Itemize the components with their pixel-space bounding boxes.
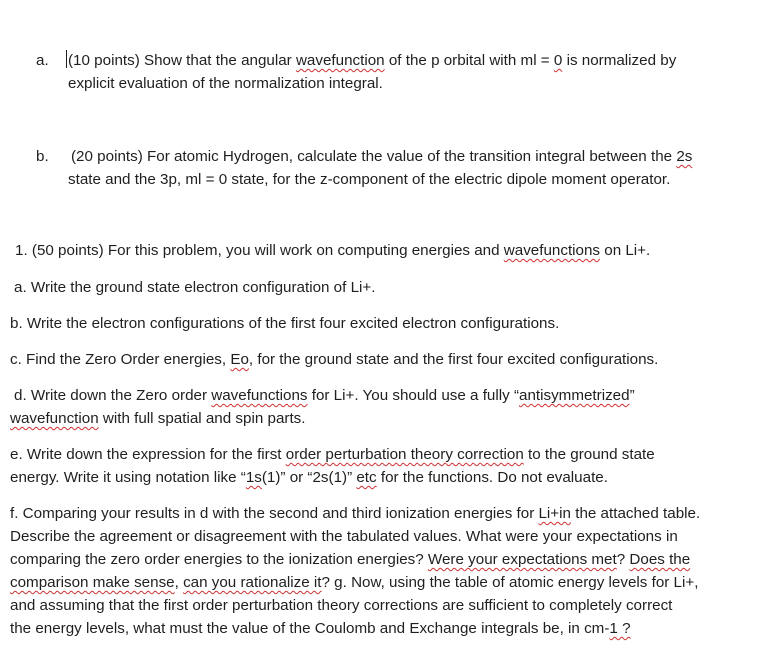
- part-a-line-1: [68, 51, 676, 71]
- text-run: (10 points) Show that the angular: [68, 52, 296, 69]
- part-b-marker: b.: [36, 148, 49, 165]
- text-run: with full spatial and spin parts.: [98, 410, 306, 427]
- text-run: on Li+.: [600, 242, 651, 259]
- problem-1-part-f-line-4: [10, 573, 698, 593]
- text-run: energy. Write it using notation like “: [10, 469, 246, 486]
- problem-1-part-a: a. Write the ground state electron configuration of Li+.: [14, 279, 376, 296]
- problem-1-part-b: b. Write the electron configurations of the first four excited electron configurations.: [10, 315, 560, 332]
- text-run: 1. (50 points) For this problem, you will work on computing energies and: [15, 242, 504, 259]
- problem-1-intro: [15, 241, 650, 261]
- text-run: to the ground state: [523, 446, 655, 463]
- problem-1-part-e-line-2: [10, 468, 608, 488]
- text-run: ?: [616, 551, 630, 568]
- problem-1-part-d-line-2: [10, 409, 305, 429]
- problem-1-part-d-line-1: [14, 386, 635, 406]
- spellcheck-phrase[interactable]: comparison make sense: [10, 574, 175, 591]
- text-cursor: [66, 50, 67, 68]
- spellcheck-word[interactable]: antisymmetrized: [519, 387, 630, 404]
- spellcheck-word[interactable]: wavefunction: [295, 52, 385, 69]
- text-run: ? g. Now, using the table of atomic energy levels for Li+,: [321, 574, 699, 591]
- text-run: the energy levels, what must the value of the Coulomb and Exchange integrals be, in cm-: [10, 620, 610, 637]
- spellcheck-word[interactable]: 1s: [245, 469, 262, 486]
- part-b-line-2: state and the 3p, ml = 0 state, for the z-component of the electric dipole moment operator.: [68, 171, 671, 188]
- spellcheck-word[interactable]: 0: [553, 52, 563, 69]
- text-run: , for the ground state and the first four excited configurations.: [248, 351, 659, 368]
- spellcheck-phrase[interactable]: can you rationalize it: [183, 574, 322, 591]
- spellcheck-word[interactable]: 2s: [676, 148, 693, 165]
- spellcheck-word[interactable]: wavefunction: [10, 410, 99, 427]
- problem-1-part-f-line-5: and assuming that the first order perturbation theory corrections are sufficient to completely correct: [10, 597, 673, 614]
- spellcheck-word[interactable]: Eo: [230, 351, 249, 368]
- text-run: d. Write down the Zero order: [14, 387, 212, 404]
- text-run: for the functions. Do not evaluate.: [376, 469, 608, 486]
- problem-1-part-e-line-1: [10, 445, 655, 465]
- problem-1-part-f-line-3: [10, 550, 690, 570]
- spellcheck-phrase[interactable]: Were your expectations met: [427, 551, 617, 568]
- text-run: f. Comparing your results in d with the second and third ionization energies for: [10, 505, 539, 522]
- spellcheck-word[interactable]: etc: [356, 469, 377, 486]
- text-run: ,: [174, 574, 184, 591]
- text-run: ”: [629, 387, 635, 404]
- text-run: e. Write down the expression for the first: [10, 446, 286, 463]
- problem-1-part-f-line-2: Describe the agreement or disagreement with the tabulated values. What were your expectations in: [10, 528, 678, 545]
- spellcheck-word[interactable]: Li+in: [538, 505, 571, 522]
- spellcheck-phrase[interactable]: Does the: [629, 551, 691, 568]
- part-a-line-2: explicit evaluation of the normalization integral.: [68, 75, 383, 92]
- spellcheck-phrase[interactable]: order perturbation theory correction: [285, 446, 524, 463]
- spellcheck-word[interactable]: wavefunctions: [503, 242, 601, 259]
- text-run: of the p orbital with ml =: [384, 52, 554, 69]
- text-run: (1)” or “2s(1)”: [261, 469, 357, 486]
- part-b-line-1: [71, 147, 692, 167]
- problem-1-part-f-line-1: [10, 504, 700, 524]
- text-run: the attached table.: [571, 505, 701, 522]
- text-run: for Li+. You should use a fully “: [307, 387, 519, 404]
- part-a-marker: a.: [36, 52, 49, 69]
- problem-1-part-f-line-6: [10, 619, 631, 639]
- text-run: is normalized by: [562, 52, 677, 69]
- spellcheck-word[interactable]: 1 ?: [609, 620, 631, 637]
- spellcheck-word[interactable]: wavefunctions: [211, 387, 308, 404]
- problem-1-part-c: [10, 350, 658, 370]
- text-run: comparing the zero order energies to the ionization energies?: [10, 551, 428, 568]
- text-run: c. Find the Zero Order energies,: [10, 351, 231, 368]
- text-run: (20 points) For atomic Hydrogen, calculate the value of the transition integral between the: [71, 148, 677, 165]
